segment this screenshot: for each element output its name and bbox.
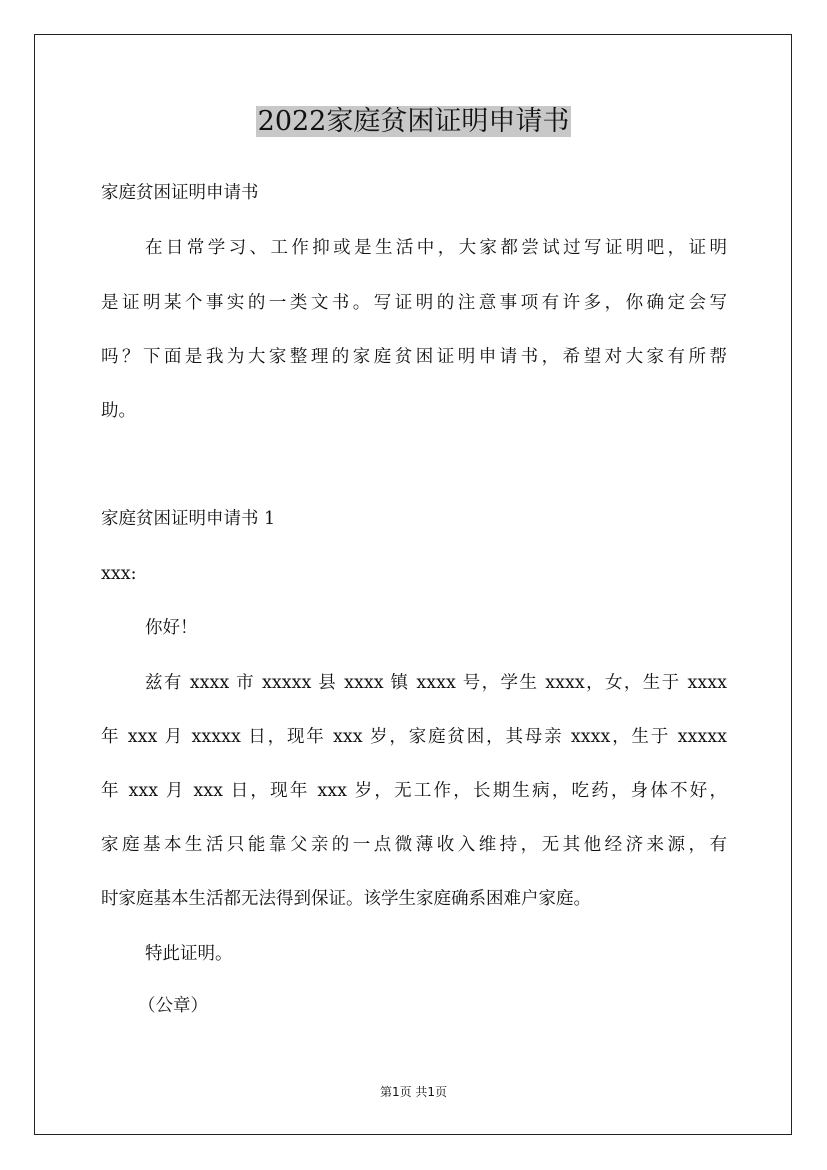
page-footer: 第1页 共1页 — [379, 1085, 448, 1099]
body-line-3: 年 xxx 月 xxx 日，现年 xxx 岁，无工作，长期生病，吃药，身体不好， — [101, 781, 727, 801]
body-line-5: 时家庭基本生活都无法得到保证。该学生家庭确系困难户家庭。 — [101, 889, 591, 909]
document-title — [0, 102, 827, 142]
greeting: 你好！ — [145, 618, 198, 638]
salutation: xxx: — [101, 564, 137, 584]
body-line-2: 年 xxx 月 xxxxx 日，现年 xxx 岁，家庭贫困，其母亲 xxxx，生于 xxxxx — [101, 727, 727, 747]
section-heading: 家庭贫困证明申请书 1 — [101, 509, 276, 529]
intro-line-1: 在日常学习、工作抑或是生活中，大家都尝试过写证明吧，证明 — [145, 238, 727, 258]
body-line-4: 家庭基本生活只能靠父亲的一点微薄收入维持，无其他经济来源，有 — [101, 835, 727, 855]
body-line-1: 兹有 xxxx 市 xxxxx 县 xxxx 镇 xxxx 号，学生 xxxx，女，生于 xxxx — [145, 673, 727, 693]
seal-label: （公章） — [138, 996, 208, 1016]
closing-text: 特此证明。 — [145, 944, 233, 964]
intro-line-4: 助。 — [101, 401, 136, 421]
intro-line-3: 吗？下面是我为大家整理的家庭贫困证明申请书，希望对大家有所帮 — [101, 347, 727, 367]
document-subtitle: 家庭贫困证明申请书 — [101, 183, 259, 203]
intro-line-2: 是证明某个事实的一类文书。写证明的注意事项有许多，你确定会写 — [101, 293, 727, 313]
document-title-text: 2022家庭贫困证明申请书 — [257, 106, 570, 137]
